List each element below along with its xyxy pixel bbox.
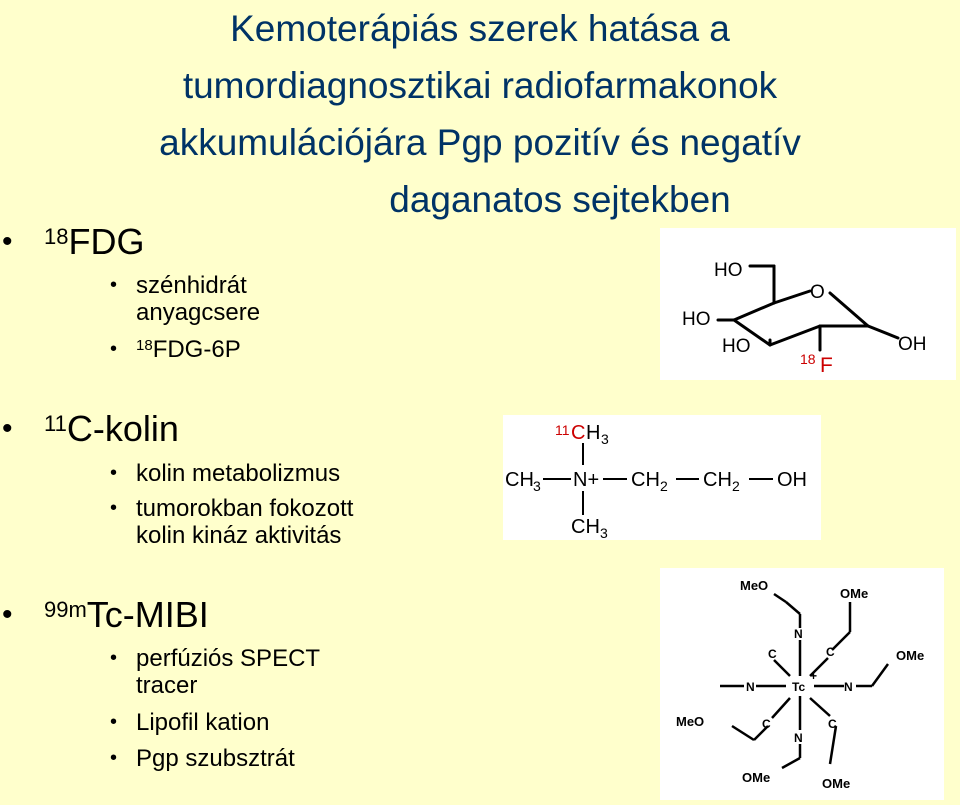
methylene-subscript: 2 [732,478,740,494]
methylene-subscript: 2 [660,478,668,494]
labelled-carbon: C [571,422,586,444]
list-item-text: Pgp szubsztrát [136,745,295,772]
list-item-text: Lipofil kation [136,709,270,736]
bullet-icon: • [110,711,118,733]
methoxy-label: OMe [742,770,771,785]
isotope-mass-number: 99m [44,597,87,622]
section-name: C-kolin [66,408,179,449]
list-item-text-continued: anyagcsere [136,299,261,326]
methyl-hydrogen: H [586,422,601,444]
section-choline-heading [2,408,179,454]
list-item-text: kolin metabolizmus [136,460,341,487]
bullet-icon: • [110,497,118,519]
list-item-text: szénhidrát [136,272,247,299]
methoxy-label: MeO [740,578,769,593]
hydroxyl-label: HO [722,336,751,357]
isotope-mass-number: 18 [44,224,69,249]
list-item [110,460,341,487]
title-line-1: Kemoterápiás szerek hatása a [230,8,730,49]
methoxy-label: OMe [840,586,869,601]
title-line-2: tumordiagnosztikai radiofarmakonok [182,65,778,106]
bullet-icon: • [110,462,118,484]
hydroxyl-label: HO [682,309,711,330]
bullet-icon: • [2,412,13,445]
list-item [110,495,354,549]
bullet-icon: • [2,225,13,258]
cation-charge: + [810,669,818,683]
methylene-group: CH [631,469,660,491]
isotope-mass-number: 11 [44,411,67,436]
slide-title [0,0,960,228]
list-item-text: FDG-6P [152,336,241,363]
carbon-isotope-label: 11 [555,422,570,438]
title-line-4: daganatos sejtekben [389,179,731,220]
title-line-3: akkumulációjára Pgp pozitív és negatív [159,122,801,163]
hydroxyl-label: HO [714,260,743,281]
mibi-structure-image [660,568,944,800]
methoxy-label: MeO [676,714,705,729]
bullet-icon: • [110,274,118,296]
isonitrile-carbon: C [826,645,835,659]
list-item [110,336,241,366]
list-item [110,645,321,699]
methyl-group: CH [571,516,600,538]
isonitrile-nitrogen: N [746,680,755,694]
hydroxyl-group: OH [777,469,807,491]
methyl-subscript: 3 [601,431,609,447]
fluorine-label: F [820,354,833,377]
list-item-text: tumorokban fokozott [136,495,354,522]
methoxy-label: OMe [822,776,851,791]
choline-structure-image [503,415,821,540]
fdg-ring-diagram [660,228,956,380]
methyl-subscript: 3 [600,525,608,540]
isonitrile-carbon: C [762,717,771,731]
bullet-icon: • [110,338,118,360]
list-item-text-continued: tracer [136,672,198,699]
fluorine-isotope-label: 18 [800,351,816,367]
nitrogen-cation: N+ [573,469,600,491]
methylene-group: CH [703,469,732,491]
section-fdg-heading [2,221,145,267]
methyl-group: CH [505,469,534,491]
isotope-mass-number: 18 [136,337,153,354]
tc-mibi-complex-diagram [660,568,944,800]
methoxy-label: OMe [896,648,925,663]
fdg-structure-image [660,228,956,380]
section-mibi-heading [2,594,209,640]
list-item-text-continued: kolin kináz aktivitás [136,522,342,549]
choline-diagram [503,415,821,540]
isonitrile-nitrogen: N [844,680,853,694]
hydroxyl-label: OH [898,334,927,355]
ring-oxygen-label: O [810,282,825,303]
list-item [110,745,295,772]
isonitrile-nitrogen: N [794,731,803,745]
isonitrile-carbon: C [828,717,837,731]
list-item-text: perfúziós SPECT [136,645,321,672]
isonitrile-nitrogen: N [794,627,803,641]
section-name: Tc-MIBI [86,594,209,635]
list-item [110,709,270,736]
isonitrile-carbon: C [768,647,777,661]
methyl-subscript: 3 [533,478,541,494]
bullet-icon: • [110,747,118,769]
bullet-icon: • [2,598,13,631]
bullet-icon: • [110,647,118,669]
technetium-center: Tc [792,680,806,694]
section-name: FDG [68,221,145,262]
list-item [110,272,261,326]
